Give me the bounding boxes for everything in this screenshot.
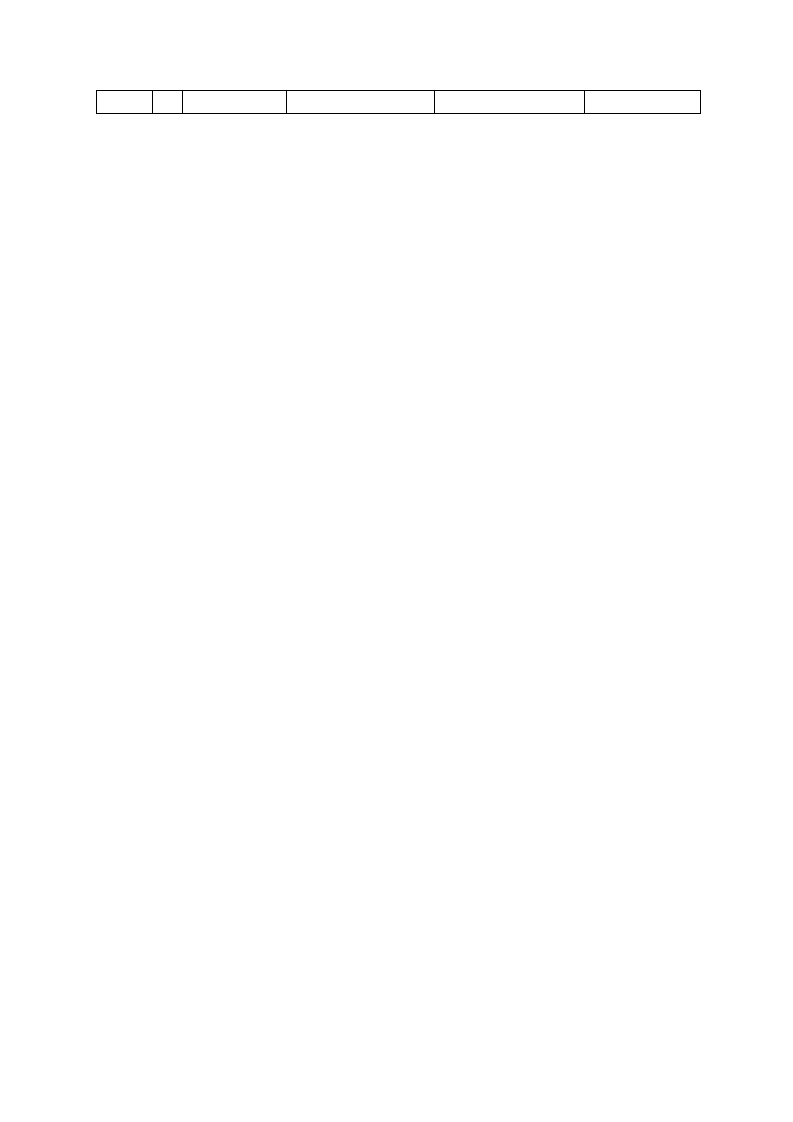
cell-category bbox=[183, 91, 287, 114]
cell-class bbox=[435, 91, 585, 114]
table-row bbox=[97, 91, 701, 114]
award-list-table bbox=[96, 90, 701, 114]
cell-group-spacer bbox=[153, 91, 183, 114]
award-table-body bbox=[97, 91, 701, 114]
cell-student-name bbox=[287, 91, 435, 114]
cell-serial-number bbox=[97, 91, 153, 114]
cell-award bbox=[585, 91, 701, 114]
